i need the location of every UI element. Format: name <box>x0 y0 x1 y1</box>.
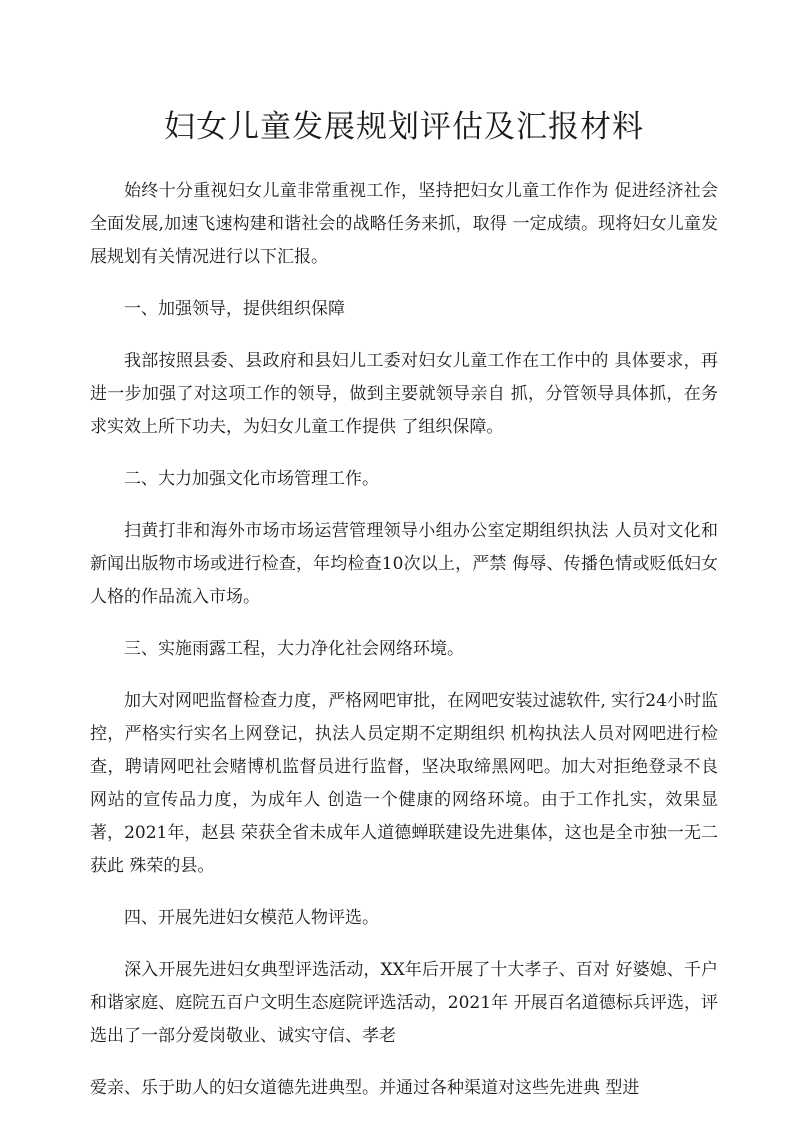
section-paragraph-4: 深入开展先进妇女典型评选活动，XX年后开展了十大孝子、百对 好婆媳、千户和谐家庭、庭院五百户文明生态庭院评选活动，2021年 开展百名道德标兵评选，评选出了一部分爱岗敬业、诚实守信、孝老 <box>90 960 718 1046</box>
section-heading-3: 三、实施雨露工程，大力净化社会网络环境。 <box>124 639 464 659</box>
section-paragraph-1: 我部按照县委、县政府和县妇儿工委对妇女儿童工作在工作中的 具体要求，再进一步加强了对这项工作的领导，做到主要就领导亲自 抓，分管领导具体抓，在务求实效上所下功夫，为妇女儿童工作提供 了组织保障。 <box>90 351 718 437</box>
section-heading-2: 二、大力加强文化市场管理工作。 <box>124 469 379 489</box>
document-title: 妇女儿童发展规划评估及汇报材料 <box>164 109 644 145</box>
continuation-paragraph: 爱亲、乐于助人的妇女道德先进典型。并通过各种渠道对这些先进典 型进 <box>90 1078 640 1098</box>
intro-paragraph: 始终十分重视妇女儿童非常重视工作，坚持把妇女儿童工作作为 促进经济社会全面发展,加速飞速构建和谐社会的战略任务来抓，取得 一定成绩。现将妇女儿童发展规划有关情况进行以下汇报。 <box>90 181 718 267</box>
section-paragraph-2: 扫黄打非和海外市场市场运营管理领导小组办公室定期组织执法 人员对文化和新闻出版物市场或进行检查，年均检查10次以上，严禁 侮辱、传播色情或贬低妇女人格的作品流入市场。 <box>90 521 718 607</box>
document-body <box>90 175 718 1105</box>
section-paragraph-3: 加大对网吧监督检查力度，严格网吧审批，在网吧安装过滤软件, 实行24小时监控，严格实行实名上网登记，执法人员定期不定期组织 机构执法人员对网吧进行检查，聘请网吧社会赌博机监督员进行监督，坚决取缔黑网吧。加大对拒绝登录不良网站的宣传品力度，为成年人 创造一个健康的网络环境。由于工作扎实，效果显著，2021年，赵县 荣获全省未成年人道德蝉联建设先进集体，这也是全市独一无二获此 殊荣的县。 <box>90 691 718 876</box>
section-heading-1: 一、加强领导，提供组织保障 <box>124 299 345 319</box>
section-heading-4: 四、开展先进妇女模范人物评选。 <box>124 908 379 928</box>
